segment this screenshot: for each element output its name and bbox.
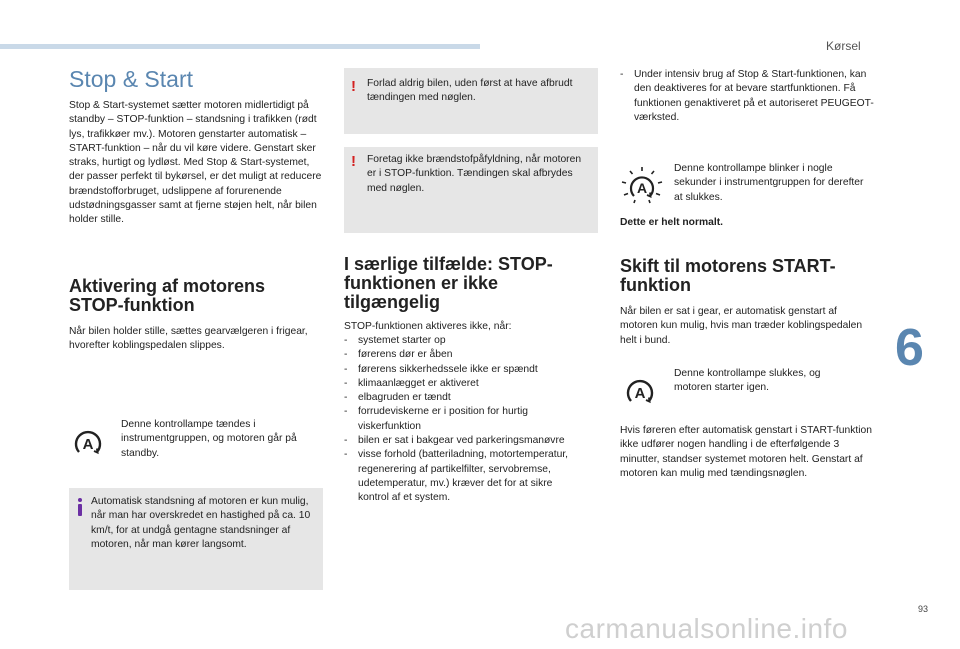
svg-text:A: A [636,180,648,196]
list-item: - bilen er sat i bakgear ved parkeringsmanøvre [344,434,580,448]
header-bar [0,44,480,49]
warning-box-1 [344,68,598,134]
page-number: 93 [918,604,929,614]
exclamation-icon: ! [351,78,356,95]
lamp-on-text: Denne kontrollampe tændes i instrumentgruppen, og motoren går på standby. [121,419,297,459]
warning-box-2 [344,147,598,233]
heading-stop-activation: Aktivering af motorens STOP-funktion [69,276,266,315]
stop-activation-text: Når bilen holder stille, sættes gearvælgeren i frigear, hvorefter koblingspedalen slippes. [69,326,308,352]
intro-text: Stop & Start-systemet sætter motoren midlertidigt på standby – STOP-funktion – standsning i trafikken (rødt lys, trafikkøer mv.). Motoren genstarter automatisk – START-funktion – når du vil køre videre. Genstart sker straks, hurtigt og lydløst. Med Stop & Start-systemet, der passer perfekt til bykørsel, er det muligt at reducere brændstofforbruget, udslippene af forurenende udstødningsgasser samt at fjerne støjen helt, når bilen holder stille. [69,100,322,226]
list-item: - klimaanlægget er aktiveret [344,377,580,391]
chapter-number: 6 [895,319,924,377]
heading-stop-unavailable: I særlige tilfælde: STOP-funktionen er ikke tilgængelig [344,254,553,312]
heading-start-switch: Skift til motorens START-funktion [620,256,836,295]
list-intro: STOP-funktionen aktiveres ikke, når: [344,321,512,332]
list-item: - elbagruden er tændt [344,391,580,405]
exclamation-icon: ! [351,153,356,170]
svg-text:A: A [82,436,94,453]
stop-start-A-icon [624,376,656,408]
warning-1-text: Forlad aldrig bilen, uden først at have afbrudt tændingen med nøglen. [367,78,573,104]
list-item: - visse forhold (batteriladning, motortemperatur, regenerering af partikelfilter, servobremse, udetemperatur, mv.) kræver det for at sikre kontrol af et system. [344,448,580,505]
list-item: - forrudeviskerne er i position for hurtig viskerfunktion [344,405,580,434]
svg-text:A: A [634,385,646,402]
info-box [69,488,323,590]
normal-note: Dette er helt normalt. [620,217,723,228]
start-switch-text: Når bilen er sat i gear, er automatisk genstart af motoren kun mulig, hvis man træder koblingspedalen helt i bund. [620,306,863,346]
stop-start-A-flashing-icon [620,166,664,206]
unavailable-list [344,334,580,506]
info-icon [78,498,82,502]
lamp-off-text: Denne kontrollampe slukkes, og motoren starter igen. [674,368,821,394]
warning-2-text: Foretag ikke brændstofpåfyldning, når motoren er i STOP-funktion. Tændingen skal afbrydes med nøglen. [367,154,582,194]
stop-start-A-icon [72,427,104,459]
list-item: - førerens sikkerhedssele ikke er spændt [344,363,580,377]
lamp-flash-text: Denne kontrollampe blinker i nogle sekunder i instrumentgruppen for derefter at slukkes. [674,163,864,203]
section-title: Kørsel [826,39,861,53]
page-title: Stop & Start [69,66,194,92]
final-text: Hvis føreren efter automatisk genstart i START-funktion ikke udfører nogen handling i de efterfølgende 3 minutter, standser systemet motoren helt. Genstart af motoren kan mulig med tændingsnøglen. [620,425,872,479]
list-item: - Under intensiv brug af Stop & Start-funktionen, kan den deaktiveres for at bevare startfunktionen. Få funktionen genaktiveret på et autoriseret PEUGEOT-værksted. [620,68,876,125]
info-text: Automatisk standsning af motoren er kun mulig, når man har overskredet en hastighed på ca. 10 km/t, for at undgå gentagne standsninger af motoren, når man kører langsomt. [91,496,311,550]
list-item: - førerens dør er åben [344,348,580,362]
watermark: carmanualsonline.info [565,613,848,644]
deactivation-list [620,68,876,125]
list-item: - systemet starter op [344,334,580,348]
